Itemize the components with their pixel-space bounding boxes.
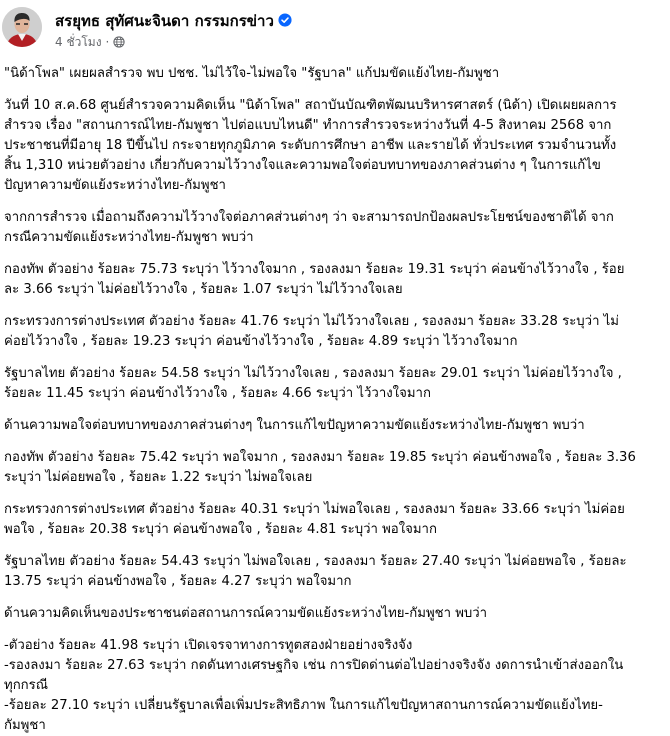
post-paragraph: รัฐบาลไทย ตัวอย่าง ร้อยละ 54.58 ระบุว่า ไม่ไว้วางใจเลย , รองลงมา ร้อยละ 29.01 ระบุว่า ไม่ค่อยไว้วางใจ , ร้อยละ 11.45 ระบุว่า ค่อนข้างไว้วางใจ , ร้อยละ 4.66 ระบุว่า ไว้วางใจมาก <box>4 366 622 401</box>
avatar-photo <box>2 7 42 47</box>
verified-badge-icon <box>278 13 292 27</box>
post-paragraph: ด้านความพอใจต่อบทบาทของภาคส่วนต่างๆ ในการแก้ไขปัญหาความขัดแย้งระหว่างไทย-กัมพูชา พบว่า <box>4 418 585 433</box>
post-header <box>0 0 670 56</box>
author-line <box>55 9 292 29</box>
post-time[interactable]: 4 ชั่วโมง <box>55 35 102 49</box>
post-paragraph: กระทรวงการต่างประเทศ ตัวอย่าง ร้อยละ 41.76 ระบุว่า ไม่ไว้วางใจเลย , รองลงมา ร้อยละ 33.28 ระบุว่า ไม่ ค่อยไว้วางใจ , ร้อยละ 19.23 ระบุว่า ค่อนข้างไว้วางใจ , ร้อยละ 4.89 ระบุว่า ไว้วางใจมาก <box>4 314 619 349</box>
post-paragraph: รัฐบาลไทย ตัวอย่าง ร้อยละ 54.43 ระบุว่า ไม่พอใจเลย , รองลงมา ร้อยละ 27.40 ระบุว่า ไม่ค่อยพอใจ , ร้อยละ 13.75 ระบุว่า ค่อนข้างพอใจ , ร้อยละ 4.27 ระบุว่า พอใจมาก <box>4 554 627 589</box>
post-body <box>4 64 666 736</box>
post-paragraph: ด้านความคิดเห็นของประชาชนต่อสถานการณ์ความขัดแย้งระหว่างไทย-กัมพูชา พบว่า <box>4 606 488 621</box>
post-paragraph: กระทรวงการต่างประเทศ ตัวอย่าง ร้อยละ 40.31 ระบุว่า ไม่พอใจเลย , รองลงมา ร้อยละ 33.66 ระบุว่า ไม่ค่อย พอใจ , ร้อยละ 20.38 ระบุว่า ค่อนข้างพอใจ , ร้อยละ 4.81 ระบุว่า พอใจมาก <box>4 502 625 537</box>
meta-separator: · <box>105 35 110 49</box>
post-list: -ตัวอย่าง ร้อยละ 41.98 ระบุว่า เปิดเจรจาทางการทูตสองฝ่ายอย่างจริงจัง -รองลงมา ร้อยละ 27.63 ระบุว่า กดดันทางเศรษฐกิจ เช่น การปิดด่านต่อไปอย่างจริงจัง งดการนำเข้าส่งออกใน ทุกกรณี -ร้อยละ 27.10 ระบุว่า เปลี่ยนรัฐบาลเพื่อเพิ่มประสิทธิภาพ ในการแก้ไขปัญหาสถานการณ์ความขัดแย้งไทย- กัมพูชา <box>4 638 624 733</box>
globe-icon[interactable] <box>113 36 125 48</box>
post-paragraph: วันที่ 10 ส.ค.68 ศูนย์สำรวจความคิดเห็น "นิด้าโพล" สถาบันบัณฑิตพัฒนบริหารศาสตร์ (นิด้า) เปิดเผยผลการ สำรวจ เรื่อง "สถานการณ์ไทย-กัมพูชา ไปต่อแบบไหนดี" ทำการสำรวจระหว่างวันที่ 4-5 สิงหาคม 2568 จาก ประชาชนที่มีอายุ 18 ปีขึ้นไป กระจายทุกภูมิภาค ระดับการศึกษา อาชีพ และรายได้ ทั่วประเทศ รวมจำนวนทั้ง สิ้น 1,310 หน่วยตัวอย่าง เกี่ยวกับความไว้วางใจและความพอใจต่อบทบาทของภาคส่วนต่าง ๆ ในการแก้ไข ปัญหาความขัดแย้งระหว่างไทย-กัมพูชา <box>4 98 617 193</box>
post-paragraph: กองทัพ ตัวอย่าง ร้อยละ 75.73 ระบุว่า ไว้วางใจมาก , รองลงมา ร้อยละ 19.31 ระบุว่า ค่อนข้างไว้วางใจ , ร้อย ละ 3.66 ระบุว่า ไม่ค่อยไว้วางใจ , ร้อยละ 1.07 ระบุว่า ไม่ไว้วางใจเลย <box>4 262 625 297</box>
post-headline: "นิด้าโพล" เผยผลสำรวจ พบ ปชช. ไม่ไว้ใจ-ไม่พอใจ "รัฐบาล" แก้ปมขัดแย้งไทย-กัมพูชา <box>4 66 500 81</box>
post-paragraph: กองทัพ ตัวอย่าง ร้อยละ 75.42 ระบุว่า พอใจมาก , รองลงมา ร้อยละ 19.85 ระบุว่า ค่อนข้างพอใจ , ร้อยละ 3.36 ระบุว่า ไม่ค่อยพอใจ , ร้อยละ 1.22 ระบุว่า ไม่พอใจเลย <box>4 450 636 485</box>
author-name[interactable]: สรยุทธ สุทัศนะจินดา กรรมกรข่าว <box>55 12 274 30</box>
post-paragraph: จากการสำรวจ เมื่อถามถึงความไว้วางใจต่อภาคส่วนต่างๆ ว่า จะสามารถปกป้องผลประโยชน์ของชาติได้ จาก กรณีความขัดแย้งระหว่างไทย-กัมพูชา พบว่า <box>4 210 614 245</box>
avatar[interactable] <box>2 7 42 47</box>
post-meta <box>55 33 125 52</box>
